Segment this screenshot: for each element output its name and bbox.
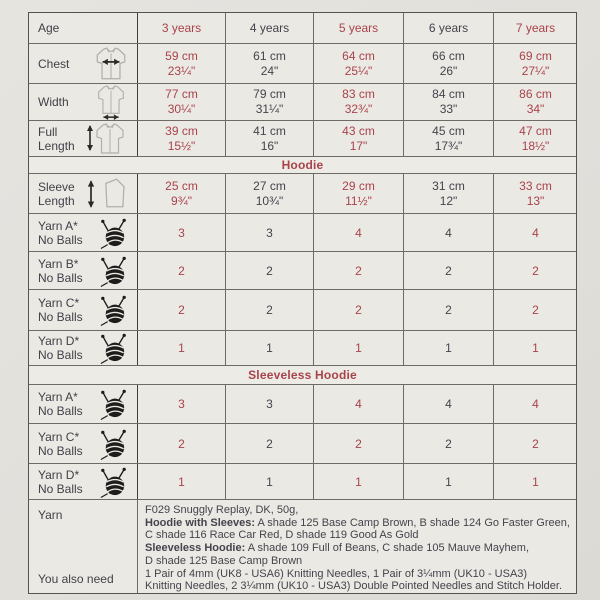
row-label-yarn-d: Yarn D* No Balls (29, 331, 137, 365)
you-also-need-label: You also need (38, 572, 114, 586)
yarn-count-cell: 1 (403, 464, 493, 499)
yarn-count-cell: 2 (137, 252, 225, 289)
measure-cell: 61 cm 24" (225, 44, 313, 83)
measure-cell: 79 cm 31¼" (225, 84, 313, 120)
yarn-info-line: Sleeveless Hoodie: A shade 109 Full of Beans, C shade 105 Mauve Mayhem, (145, 542, 530, 555)
table-row-chest (29, 44, 576, 84)
measure-cell: 69 cm 27¼" (493, 44, 577, 83)
yarn-count-cell: 3 (137, 385, 225, 423)
yarn-count-cell: 2 (313, 290, 403, 330)
yarn-count-cell: 1 (225, 331, 313, 365)
row-label-yarn-d: Yarn D* No Balls (29, 464, 137, 499)
table-row-full-length (29, 121, 576, 157)
yarn-info-line: C shade 116 Race Car Red, D shade 119 Good As Gold (145, 529, 419, 542)
age-cell: 4 years (225, 13, 313, 43)
measure-cell: 31 cm 12" (403, 174, 493, 213)
measure-cell: 66 cm 26" (403, 44, 493, 83)
measure-cell: 41 cm 16" (225, 121, 313, 156)
measure-cell: 83 cm 32¾" (313, 84, 403, 120)
measure-cell: 33 cm 13" (493, 174, 577, 213)
measure-cell: 86 cm 34" (493, 84, 577, 120)
yarn-count-cell: 3 (225, 214, 313, 251)
measure-cell: 45 cm 17¾" (403, 121, 493, 156)
yarn-count-cell: 2 (225, 424, 313, 463)
age-cell: 5 years (313, 13, 403, 43)
table-row-yarn-info (29, 500, 576, 593)
table-row-yarn-a-hoodie (29, 214, 576, 252)
yarn-ball-icon (97, 387, 130, 421)
yarn-count-cell: 4 (493, 385, 577, 423)
yarn-count-cell: 4 (403, 214, 493, 251)
table-row-yarn-b-hoodie (29, 252, 576, 290)
age-cell: 3 years (137, 13, 225, 43)
row-label-sleeve-length: Sleeve Length (29, 174, 137, 213)
table-row-width (29, 84, 576, 121)
table-row-age (29, 13, 576, 44)
yarn-count-cell: 2 (403, 252, 493, 289)
measure-cell: 59 cm 23¼" (137, 44, 225, 83)
yarn-count-cell: 3 (137, 214, 225, 251)
yarn-label: Yarn (38, 508, 63, 522)
yarn-info-line: D shade 125 Base Camp Brown (145, 554, 303, 567)
yarn-count-cell: 1 (137, 331, 225, 365)
measure-cell: 84 cm 33" (403, 84, 493, 120)
sleeve-length-icon (86, 177, 130, 211)
yarn-count-cell: 4 (493, 214, 577, 251)
row-label-yarn-a: Yarn A* No Balls (29, 385, 137, 423)
needles-info-line: 1 Pair of 4mm (UK8 - USA6) Knitting Needles, 1 Pair of 3¼mm (UK10 - USA3) (145, 567, 528, 580)
yarn-count-cell: 4 (313, 385, 403, 423)
yarn-count-cell: 1 (313, 331, 403, 365)
measure-cell: 77 cm 30¼" (137, 84, 225, 120)
section-header-hoodie: Hoodie (29, 157, 576, 174)
yarn-count-cell: 2 (225, 290, 313, 330)
table-row-yarn-a-sleeveless (29, 385, 576, 424)
table-row-yarn-c-sleeveless (29, 424, 576, 464)
yarn-count-cell: 2 (137, 424, 225, 463)
yarn-info-line: F029 Snuggly Replay, DK, 50g, (145, 504, 299, 516)
yarn-ball-icon (97, 465, 130, 499)
yarn-count-cell: 2 (493, 290, 577, 330)
yarn-ball-icon (97, 293, 130, 327)
yarn-count-cell: 3 (225, 385, 313, 423)
row-label-chest: Chest (29, 44, 137, 83)
row-label-width: Width (29, 84, 137, 120)
measure-cell: 43 cm 17" (313, 121, 403, 156)
age-label: Age (38, 21, 60, 35)
measure-cell: 47 cm 18½" (493, 121, 577, 156)
yarn-ball-icon (97, 427, 130, 461)
row-label-yarn-c: Yarn C* No Balls (29, 424, 137, 463)
row-label-yarn-b: Yarn B* No Balls (29, 252, 137, 289)
yarn-count-cell: 2 (225, 252, 313, 289)
yarn-info-line: Hoodie with Sleeves: A shade 125 Base Camp Brown, B shade 124 Go Faster Green, (145, 516, 570, 529)
yarn-count-cell: 1 (313, 464, 403, 499)
yarn-count-cell: 1 (225, 464, 313, 499)
yarn-ball-icon (97, 331, 130, 365)
measure-cell: 39 cm 15½" (137, 121, 225, 156)
yarn-count-cell: 2 (313, 252, 403, 289)
yarn-ball-icon (97, 216, 130, 250)
table-row-sleeve-length (29, 174, 576, 214)
age-cell: 6 years (403, 13, 493, 43)
yarn-count-cell: 1 (403, 331, 493, 365)
yarn-count-cell: 2 (403, 290, 493, 330)
row-label-yarn-a: Yarn A* No Balls (29, 214, 137, 251)
table-row-yarn-c-hoodie (29, 290, 576, 331)
knitting-size-table (28, 12, 577, 594)
measure-cell: 64 cm 25¼" (313, 44, 403, 83)
bottom-labels (29, 500, 137, 593)
width-measure-icon (92, 84, 130, 120)
yarn-info-text (137, 500, 576, 593)
row-label-full-length: Full Length (29, 121, 137, 156)
yarn-count-cell: 1 (137, 464, 225, 499)
yarn-count-cell: 2 (137, 290, 225, 330)
section-header-sleeveless-hoodie: Sleeveless Hoodie (29, 366, 576, 385)
age-cell: 7 years (493, 13, 577, 43)
row-label-yarn-c: Yarn C* No Balls (29, 290, 137, 330)
needles-info-line: Knitting Needles, 2 3¼mm (UK10 - USA3) Double Pointed Needles and Stitch Holder. (145, 580, 562, 593)
measure-cell: 25 cm 9¾" (137, 174, 225, 213)
measure-cell: 27 cm 10¾" (225, 174, 313, 213)
yarn-count-cell: 1 (493, 331, 577, 365)
yarn-count-cell: 2 (403, 424, 493, 463)
yarn-count-cell: 1 (493, 464, 577, 499)
yarn-count-cell: 4 (403, 385, 493, 423)
measure-cell: 29 cm 11½" (313, 174, 403, 213)
chest-measure-icon (92, 46, 130, 82)
full-length-measure-icon (84, 122, 130, 156)
yarn-ball-icon (97, 254, 130, 288)
table-row-yarn-d-sleeveless (29, 464, 576, 500)
yarn-count-cell: 2 (493, 424, 577, 463)
yarn-count-cell: 2 (313, 424, 403, 463)
yarn-count-cell: 4 (313, 214, 403, 251)
table-row-yarn-d-hoodie (29, 331, 576, 366)
row-label-age (29, 13, 137, 43)
yarn-count-cell: 2 (493, 252, 577, 289)
